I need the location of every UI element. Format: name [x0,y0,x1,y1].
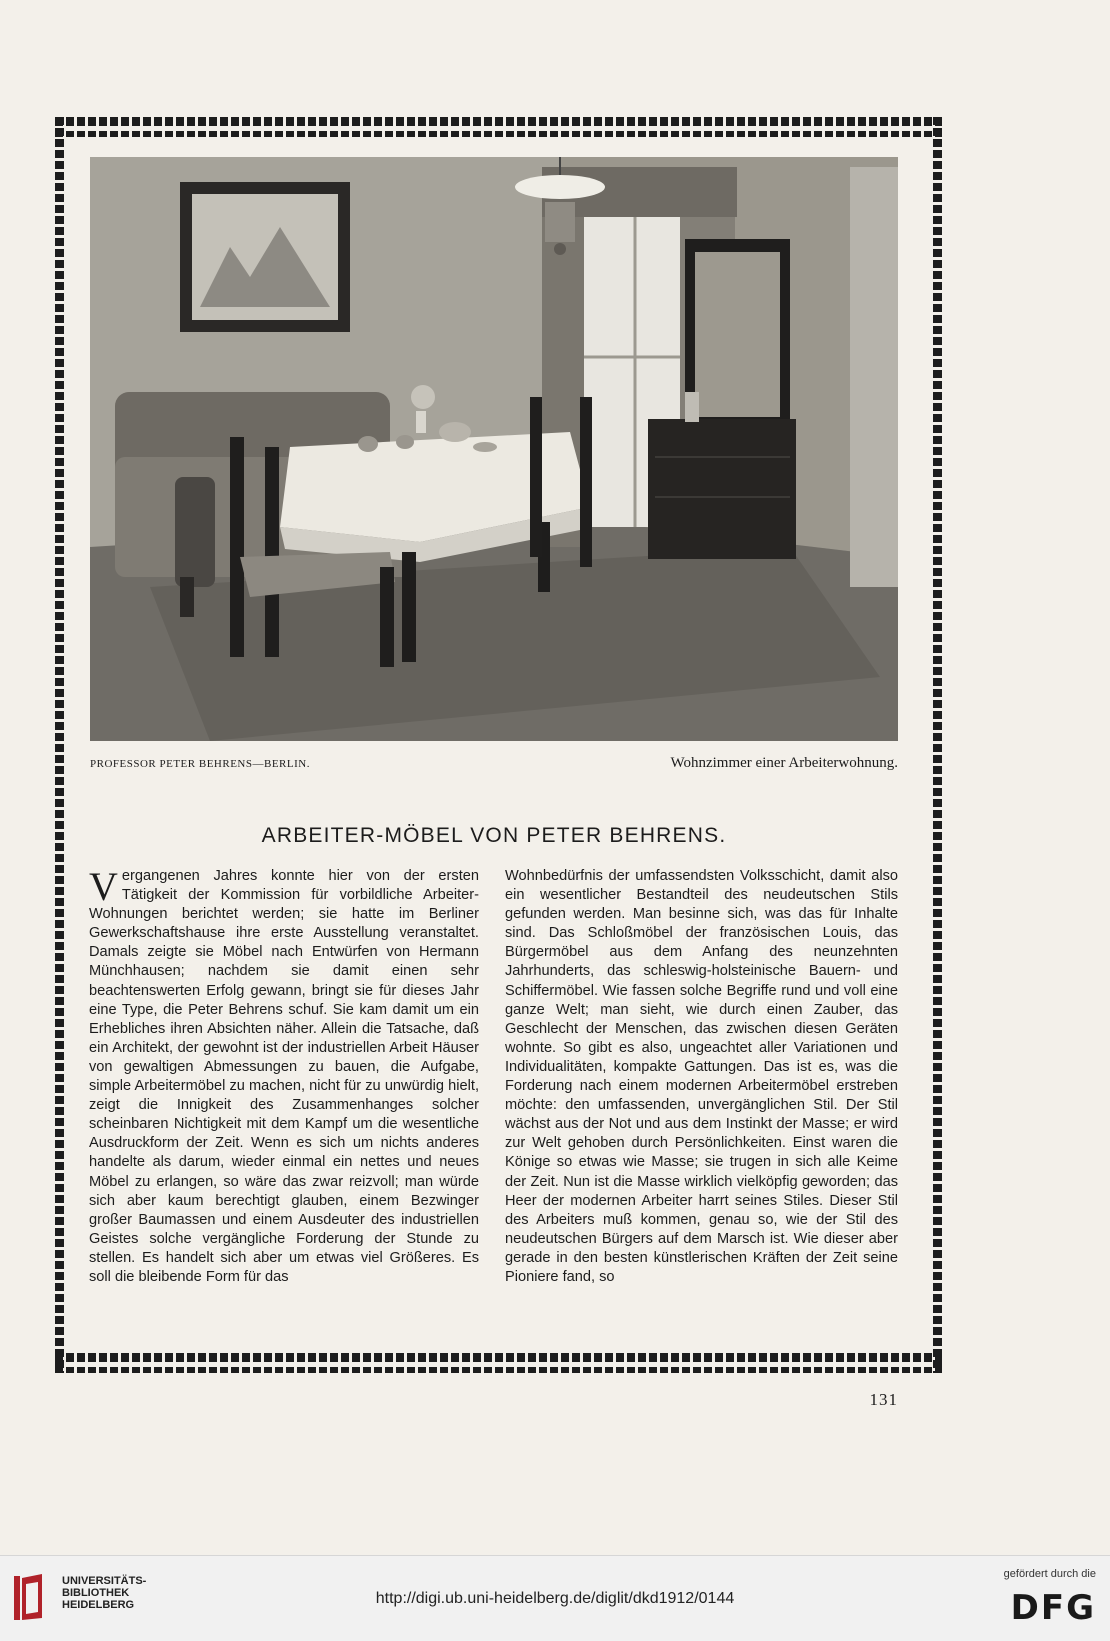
article-column-right [505,867,898,1287]
sponsor-label: gefördert durch die [1003,1568,1096,1580]
ornament-border-right [933,117,942,1373]
article-title: ARBEITER-MÖBEL VON PETER BEHRENS. [261,824,727,847]
ornament-border-bottom [55,1353,942,1362]
article-column-left [89,864,479,1287]
dfg-logo: DFG [1010,1588,1096,1628]
viewer-footer [0,1555,1110,1641]
ornament-border-top-inner [55,131,942,137]
ornament-border-top [55,117,942,126]
living-room-illustration [90,157,898,741]
page-number: 131 [869,1390,898,1409]
document-url-link[interactable]: http://digi.ub.uni-heidelberg.de/diglit/dkd1912/0144 [375,1590,735,1607]
university-name: UNIVERSITÄTS- BIBLIOTHEK HEIDELBERG [62,1575,147,1611]
article-text-left: ergangenen Jahres konnte hier von der ersten Tätigkeit der Kommission für vorbildliche Arbeiter-Wohnungen berichtet werden; sie hatte im Berliner Gewerkschaftshause ihre erste Ausstellung veranstaltet. Damals zeigte sie Möbel nach Entwürfen von Hermann Münchhausen; nachdem sie damit einen sehr beachtenswerten Erfolg gewann, bringt sie für dieses Jahr eine Type, die Peter Behrens schuf. Sie kam damit um ein Erhebliches ihren Absichten näher. Allein die Tatsache, daß ein Architekt, der gewohnt ist der industriellen Arbeit Häuser von gewaltigen Abmessungen zu bauen, die Aufgabe, simple Arbeitermöbel zu machen, nicht für zu unwürdig hielt, zeigt die Innigkeit des Zusammenhanges solcher scheinbaren Nichtigkeit mit dem Kampf um die wesentliche Ausdruckform der Zeit. Wenn es sich um nichts anderes handelte als darum, wieder einmal ein nettes und neues Möbel zu erlangen, so wäre das zwar reizvoll; man würde sich aber kaum berechtigt glauben, einem Bezwinger großer Baumassen und einem Ausdeuter des industriellen Geistes solche vergängliche Forderung der Stunde zu stellen. Es handelt sich aber um etwas viel Größeres. Es soll die bleibende Form für das [89,868,479,1285]
ornament-border-bottom-inner [55,1367,942,1373]
drop-cap: V [89,864,118,909]
photo-credit: PROFESSOR PETER BEHRENS—BERLIN. [90,758,310,770]
article-text-right: Wohnbedürfnis der umfassendsten Volksschicht, damit also ein wesentlicher Bestandteil des neudeutschen Stils gefunden werden. Man besinne sich, was das für Inhalte sind. Das Schloßmöbel der französischen Louis, das Bürgermöbel aus dem Anfang des neunzehnten Jahrhunderts, das schleswig-holsteinische Bauern- und Schiffermöbel. Wie fassen solche Begriffe rund und voll eine ganze Welt; man sieht, wie durch einen Zauber, das Geschlecht der Menschen, das zwischen diesen Geräten wohnte. So gibt es also, ungeachtet aller Variationen und Individualitäten, kompakte Gattungen. Das ist es, was die Forderung nach einem modernen Arbeitermöbel erstreben möchte: den umfassenden, unvergänglichen Stil. Der Stil wächst aus der Not und aus dem Instinkt der Masse; er wird zur Welt gehoben durch Persönlichkeiten. Einst waren die Könige so etwas wie Masse; sie trugen in sich alle Keime der Zeit. Nun ist die Masse wirklich vielköpfig geworden; das Heer der modernen Arbeiter harrt seines Stiles. Dieser Stil des Arbeiters muß kommen, genau so, wie der Stil des neudeutschen Bürgers auf dem Marsch ist. Wie dieser aber gerade in den besten künstlerischen Kräften der Zeit seine Pioniere fand, so [505,868,898,1285]
ornament-border-left [55,117,64,1373]
photo-caption: Wohnzimmer einer Arbeiterwohnung. [670,755,898,771]
interior-photograph [90,157,898,741]
